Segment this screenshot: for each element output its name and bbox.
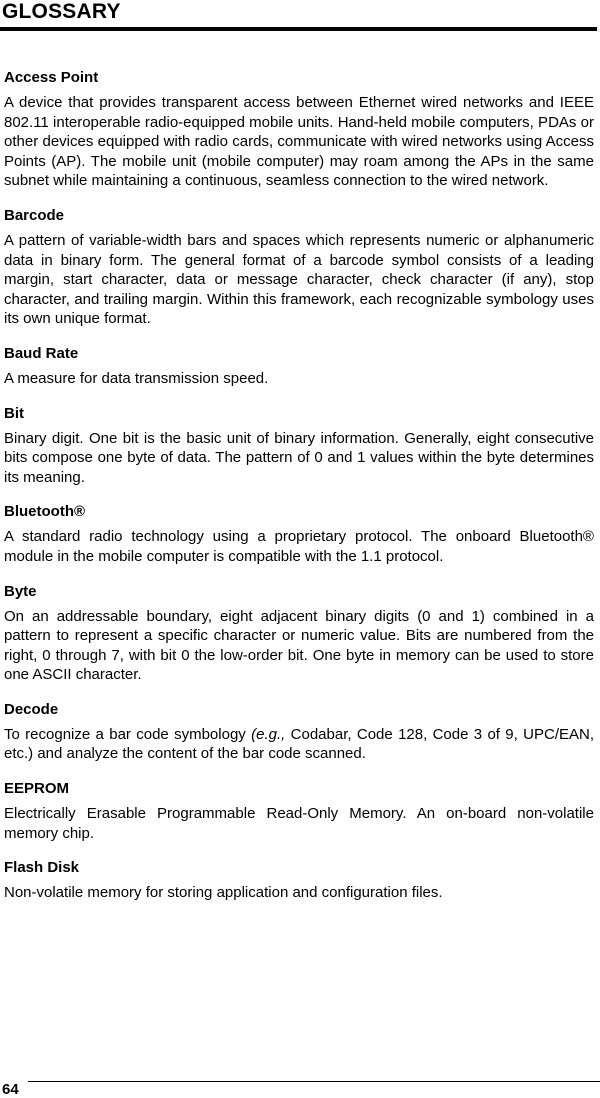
glossary-term: Decode — [4, 700, 59, 718]
glossary-term: Bit — [4, 404, 24, 422]
glossary-entry-flash-disk — [4, 859, 594, 903]
glossary-entry-access-point — [4, 69, 594, 191]
glossary-term: Access Point — [4, 69, 99, 86]
glossary-entry-byte — [4, 583, 594, 685]
glossary-entry-barcode — [4, 207, 594, 329]
glossary-entry-bit — [4, 405, 594, 488]
title-rule — [0, 27, 597, 31]
glossary-entry-decode — [4, 701, 594, 764]
glossary-term: Flash Disk — [4, 859, 80, 877]
glossary-definition: Electrically Erasable Programmable Read-Only Memory. An on-board non-volatile memory chip. — [4, 805, 594, 842]
glossary-term: Barcode — [4, 206, 65, 224]
glossary-definition: A device that provides transparent access between Ethernet wired networks and IEEE 802.11 interoperable radio-equipped mobile units. Hand-held mobile computers, PDAs or other devices equipped with radio cards, communicate with wired networks using Access Points (AP). The mobile unit (mobile computer) may roam among the APs in the same subnet while maintaining a continuous, seamless connection to the wired network. — [4, 94, 594, 190]
glossary-definition: Non-volatile memory for storing application and configuration files. — [4, 884, 443, 902]
glossary-entry-eeprom — [4, 780, 594, 843]
page-title: GLOSSARY — [2, 0, 121, 23]
glossary-list — [4, 69, 594, 919]
glossary-term: EEPROM — [4, 780, 70, 798]
glossary-term: Byte — [4, 582, 37, 600]
glossary-term: Bluetooth® — [4, 503, 86, 521]
definition-text: Codabar, Code 128, Code 3 of 9, UPC/EAN, etc.) and analyze the content of the bar code scanned. — [4, 725, 594, 763]
footer-rule — [28, 1081, 600, 1082]
page-footer — [0, 1075, 600, 1098]
glossary-definition: On an addressable boundary, eight adjacent binary digits (0 and 1) combined in a pattern to represent a specific character or numeric value. Bits are numbered from the right, 0 through 7, with bit 0 the low-order bit. One byte in memory can be used to store one ASCII character. — [4, 607, 594, 684]
page-header — [0, 0, 600, 31]
glossary-definition: A measure for data transmission speed. — [4, 369, 269, 387]
glossary-entry-baud-rate — [4, 345, 594, 389]
glossary-entry-bluetooth — [4, 503, 594, 566]
glossary-definition — [4, 725, 594, 764]
glossary-term: Baud Rate — [4, 344, 79, 362]
glossary-definition: A standard radio technology using a proprietary protocol. The onboard Bluetooth® module in the mobile computer is compatible with the 1.1 protocol. — [4, 528, 594, 565]
glossary-definition: Binary digit. One bit is the basic unit of binary information. Generally, eight consecutive bits compose one byte of data. The pattern of 0 and 1 values within the byte determines its meaning. — [4, 429, 594, 486]
definition-text: To recognize a bar code symbology — [4, 725, 252, 743]
page-number: 64 — [2, 1081, 19, 1098]
glossary-definition: A pattern of variable-width bars and spaces which represents numeric or alphanumeric data in binary form. The general format of a barcode symbol consists of a leading margin, start character, data or message character, check character (if any), stop character, and trailing margin. Within this framework, each recognizable symbology uses its own unique format. — [4, 231, 594, 328]
definition-emphasis: (e.g., — [251, 725, 286, 743]
